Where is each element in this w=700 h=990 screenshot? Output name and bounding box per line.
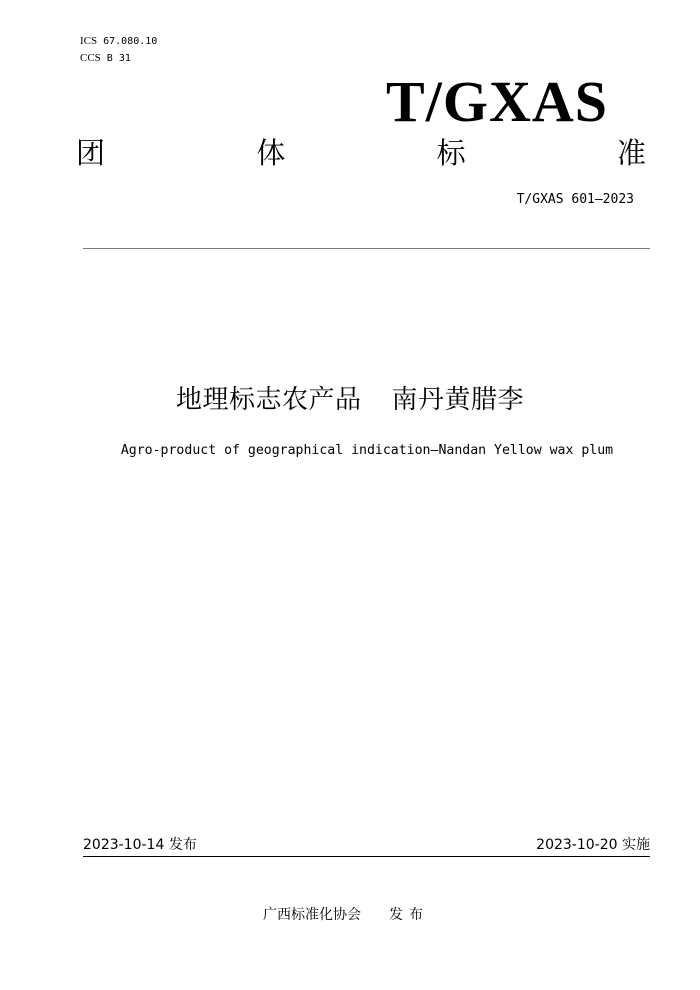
publisher-name: 广西标准化协会: [263, 907, 361, 923]
bottom-divider: [83, 856, 650, 857]
standard-number: T/GXAS 601—2023: [516, 192, 634, 207]
title-chinese-part1: 地理标志农产品: [175, 385, 362, 415]
ccs-label: CCS: [80, 52, 101, 64]
standard-type-char: 体: [256, 136, 286, 170]
top-divider: [83, 248, 650, 249]
implement-date: 2023-10-20: [536, 837, 618, 853]
title-english: Agro-product of geographical indication—Nandan Yellow wax plum: [120, 443, 614, 458]
standard-type: [76, 134, 646, 172]
ics-value: 67.080.10: [103, 36, 158, 47]
standard-type-char: 标: [436, 136, 466, 170]
ccs-line: [80, 50, 157, 67]
standard-type-char: 团: [76, 136, 106, 170]
publisher-block: [263, 905, 429, 925]
standard-type-char: 准: [616, 136, 646, 170]
ics-line: [80, 33, 157, 50]
issue-label: 发布: [168, 837, 197, 853]
organization-logo: T/GXAS: [386, 69, 608, 134]
issue-date: 2023-10-14: [83, 837, 165, 853]
implement-date-block: [536, 835, 650, 855]
issue-date-block: [83, 835, 197, 855]
publisher-action: 发布: [389, 907, 429, 923]
implement-label: 实施: [622, 837, 650, 853]
ccs-value: B 31: [106, 53, 131, 64]
title-chinese: [0, 382, 700, 418]
classification-codes: [80, 33, 157, 67]
ics-label: ICS: [80, 35, 98, 47]
title-chinese-part2: 南丹黄腊李: [391, 385, 525, 415]
